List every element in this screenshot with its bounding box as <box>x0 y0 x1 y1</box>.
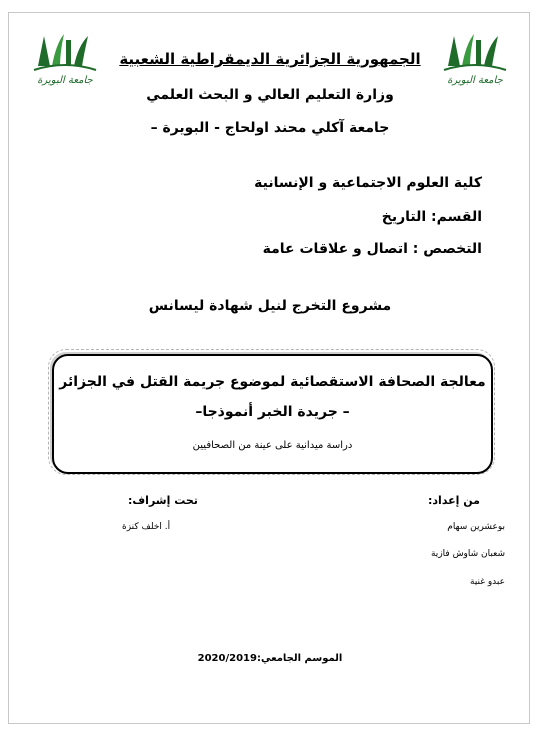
supervised-by-label: تحت إشراف: <box>128 494 198 507</box>
project-heading: مشروع التخرج لنيل شهادة ليسانس <box>148 298 392 314</box>
department-name: القسم: التاريخ <box>381 209 482 225</box>
logo-caption: جامعة البويرة <box>37 75 93 86</box>
thesis-title-line2: – جريدة الخبر أنموذجا– <box>195 404 350 420</box>
specialty-name: التخصص : اتصال و علاقات عامة <box>262 241 482 257</box>
university-heading: جامعة آكلي محند اولحاج - البويرة – <box>150 120 390 136</box>
college-name: كلية العلوم الاجتماعية و الإنسانية <box>254 175 482 191</box>
student-name: بوعشرين سهام <box>447 522 505 532</box>
academic-year: الموسم الجامعي:2020/2019 <box>197 653 343 664</box>
thesis-title-box <box>52 354 493 474</box>
republic-heading: الجمهورية الجزائرية الديمقراطية الشعبية <box>119 50 421 68</box>
student-name: عبدو غنية <box>470 577 505 587</box>
logo-caption: جامعة البويرة <box>447 75 503 86</box>
supervisor-name: أ. اخلف كنزة <box>122 522 171 532</box>
student-name: شعبان شاوش فازية <box>430 549 505 559</box>
ministry-heading: وزارة التعليم العالي و البحث العلمي <box>146 87 394 103</box>
thesis-title-line1: معالجة الصحافة الاستقصائية لموضوع جريمة القتل في الجزائر <box>59 374 486 390</box>
prepared-by-label: من إعداد: <box>428 494 480 507</box>
thesis-subtitle: دراسة ميدانية على عينة من الصحافيين <box>192 440 353 451</box>
